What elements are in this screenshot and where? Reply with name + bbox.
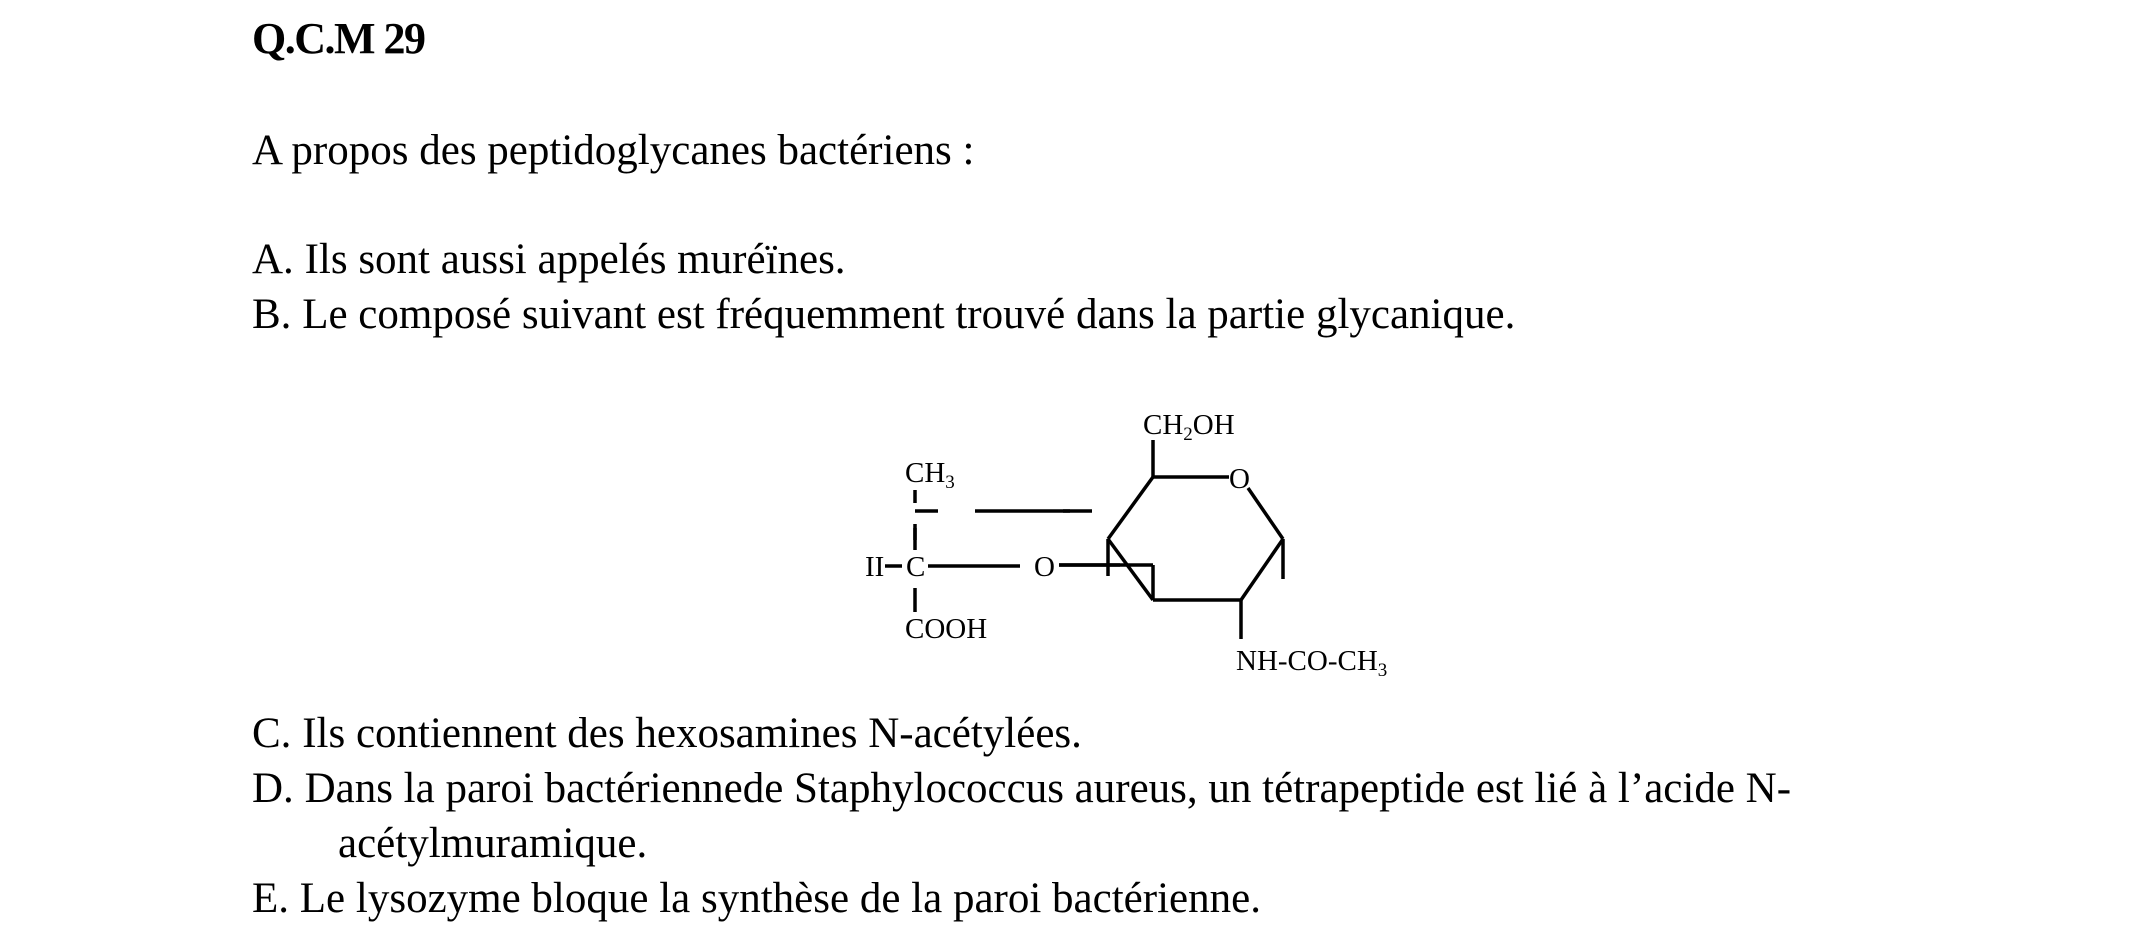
option-a-letter: A. <box>252 236 294 283</box>
option-d-continuation: acétylmuramique. <box>338 820 648 867</box>
option-c-text: Ils contiennent des hexosamines N-acétylées. <box>302 710 1082 757</box>
option-d-letter: D. <box>252 765 294 812</box>
n-acetylmuramic-acid-structure <box>860 400 1560 700</box>
svg-text:NH-CO-CH3: $NH-CO-CH_3$ <box>1236 645 1388 681</box>
svg-text:CH2OH: $CH_2OH$ <box>1143 409 1235 445</box>
carboxyl-label: COOH <box>905 613 988 645</box>
option-c <box>252 712 1082 755</box>
ring-oxygen-label: O <box>1229 463 1250 495</box>
option-e <box>252 877 1261 920</box>
molecule-diagram <box>860 400 1560 700</box>
svg-text:CH3: $CH_3$ <box>905 457 955 493</box>
option-b-text: Le composé suivant est fréquemment trouvé dans la partie glycanique. <box>302 291 1516 338</box>
molecule-labels <box>865 409 1387 681</box>
carbon-label: C <box>906 551 926 583</box>
option-a <box>252 238 846 281</box>
option-c-letter: C. <box>252 710 292 757</box>
option-e-text: Le lysozyme bloque la synthèse de la paroi bactérienne. <box>299 875 1261 922</box>
option-d-text: Dans la paroi bactériennede Staphylococcus aureus, un tétrapeptide est lié à l’acide N- <box>304 765 1792 812</box>
option-d <box>252 767 1791 810</box>
ether-oxygen-label: O <box>1034 551 1055 583</box>
option-e-letter: E. <box>252 875 290 922</box>
hydrogen-label: II <box>865 551 885 583</box>
option-b <box>252 293 1515 336</box>
option-a-text: Ils sont aussi appelés muréïnes. <box>304 236 846 283</box>
question-title: Q.C.M 29 <box>252 14 425 63</box>
option-b-letter: B. <box>252 291 292 338</box>
question-stem: A propos des peptidoglycanes bactériens : <box>252 127 975 174</box>
